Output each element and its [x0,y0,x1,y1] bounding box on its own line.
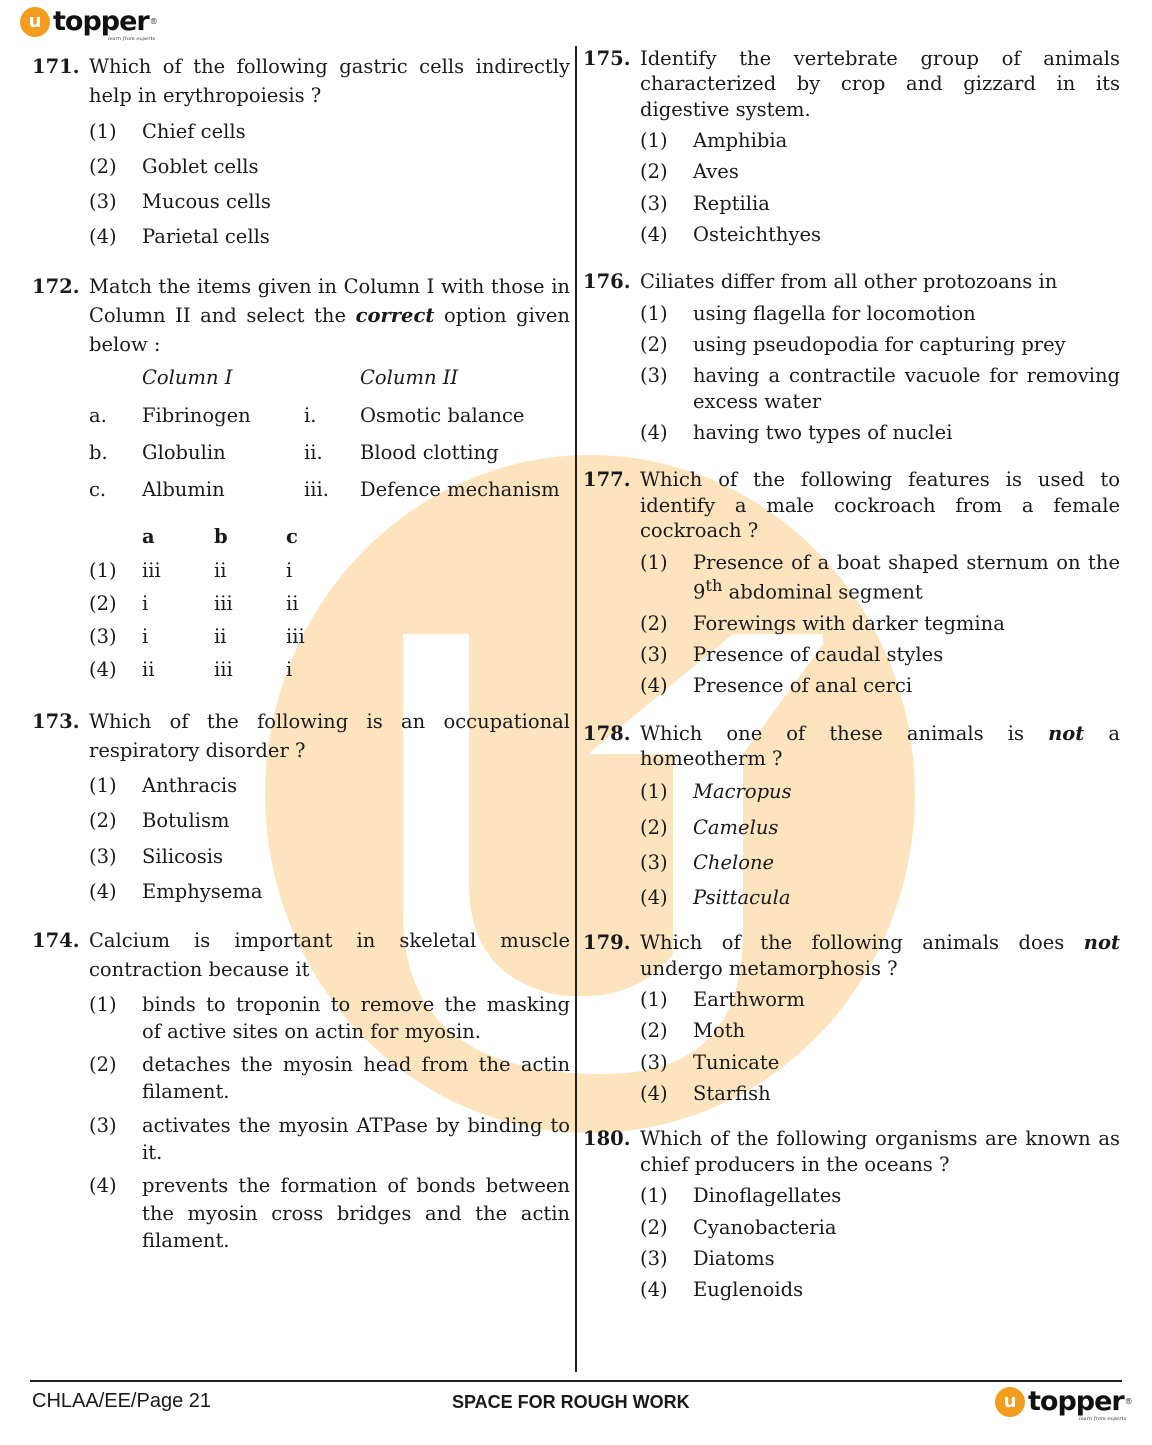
question-180 [583,1126,1120,1302]
option: (4) having two types of nuclei [640,421,953,445]
topper-logo-text: topper [53,6,149,37]
question-177 [583,467,1120,698]
option: (2) Aves [640,160,739,184]
topper-logo-icon: u [995,1387,1025,1417]
question-number: 178. [583,721,631,745]
option: (2) Goblet cells [89,154,259,178]
option: (1) Amphibia [640,129,788,153]
question-text: Which of the following gastric cells indirectly help in erythropoiesis ? [89,55,570,108]
question-number: 171. [32,55,80,78]
question-172 [32,272,570,687]
question-number: 172. [32,274,80,298]
question-176 [583,269,1120,445]
option: (3) Mucous cells [89,190,271,213]
option: (1) Chief cells [89,119,246,143]
option: (1) Earthworm [640,988,805,1012]
question-text: Which of the following organisms are known as chief producers in the oceans ? [640,1127,1120,1176]
option: (2) detaches the myosin head from the actin filament. [89,1053,570,1104]
topper-tagline: learn from experts [1079,1416,1127,1422]
option: (3) having a contractile vacuole for removing excess water [640,364,1120,413]
question-number: 173. [32,709,80,733]
option: (3) Silicosis [89,844,223,868]
question-text: Which of the following is an occupational respiratory disorder ? [89,709,570,762]
column-header: Column II [360,366,459,390]
option: (3) activates the myosin ATPase by binding to it. [89,1113,570,1164]
option: (4) Osteichthyes [640,223,822,247]
option: (1) Anthracis [89,774,238,797]
page-number: CHLAA/EE/Page 21 [32,1390,211,1412]
question-178 [583,721,1120,913]
option: (3) Diatoms [640,1246,775,1270]
question-179 [583,930,1120,1106]
match-table: Column I Column II a. Fibrinogen i. Osmotic balance b. Globulin ii. Blood clotting c. Albumin iii. Defence mechanism [89,359,570,508]
option: (4) Emphysema [89,879,263,903]
question-text: Match the items given in Column I with those in Column II and select the correct option given below : [89,274,570,356]
question-171 [32,52,570,252]
option: (1) Dinoflagellates [640,1184,842,1208]
column-divider [575,46,577,1372]
option: (4) prevents the formation of bonds between the myosin cross bridges and the actin filament. [89,1174,570,1252]
question-173 [32,707,570,907]
question-number: 176. [583,270,631,294]
right-column [583,46,1120,1313]
column-header: Column I [142,366,233,390]
answer-table: a b c (1) iii ii i (2) i iii ii (3) i ii iii (4) ii iii i [89,525,305,682]
option: (1) Macropus [640,780,792,804]
question-text: Which of the following features is used to identify a male cockroach from a female cockroach ? [640,468,1120,543]
option: (4) Presence of anal cerci [640,674,913,698]
topper-logo-icon: u [20,7,50,37]
option: (3) Chelone [640,850,775,874]
option: (3) Reptilia [640,191,770,215]
option: (2) Botulism [89,809,230,833]
option: (3) Tunicate [640,1050,780,1074]
option: (1) using flagella for locomotion [640,301,976,325]
option: (2) using pseudopodia for capturing prey [640,333,1066,357]
option: (4) Parietal cells [89,225,270,249]
question-number: 180. [583,1127,631,1151]
topper-logo-text: topper [1028,1386,1124,1417]
option: (1) binds to troponin to remove the masking of active sites on actin for myosin. [89,992,570,1043]
option: (2) Camelus [640,815,779,839]
question-174 [32,926,570,1254]
question-175 [583,46,1120,247]
option: (4) Psittacula [640,886,791,910]
question-number: 175. [583,47,631,70]
question-text: Which one of these animals is not a homeotherm ? [640,721,1120,771]
option: (4) Starfish [640,1082,771,1106]
question-text: Calcium is important in skeletal muscle contraction because it [89,929,570,982]
footer-rule [30,1380,1122,1382]
option: (2) Cyanobacteria [640,1215,837,1239]
option: (2) Forewings with darker tegmina [640,611,1005,635]
topper-tagline: learn from experts [108,36,156,42]
option: (4) Euglenoids [640,1278,804,1302]
question-number: 177. [583,468,631,492]
topper-logo: u topper ® learn from experts [20,6,158,37]
question-number: 179. [583,931,631,955]
question-text: Which of the following animals does not undergo metamorphosis ? [640,931,1120,980]
question-number: 174. [32,929,80,952]
question-text: Ciliates differ from all other protozoans in [640,270,1058,294]
question-text: Identify the vertebrate group of animals characterized by crop and gizzard in its digestive system. [640,47,1120,121]
left-column [32,52,570,1264]
rough-work-label: SPACE FOR ROUGH WORK [452,1392,690,1412]
option: (1) Presence of a boat shaped sternum on the 9th abdominal segment [640,550,1120,604]
option: (3) Presence of caudal styles [640,643,944,667]
option: (2) Moth [640,1019,746,1043]
topper-logo-footer: u topper ® learn from experts [995,1386,1133,1417]
